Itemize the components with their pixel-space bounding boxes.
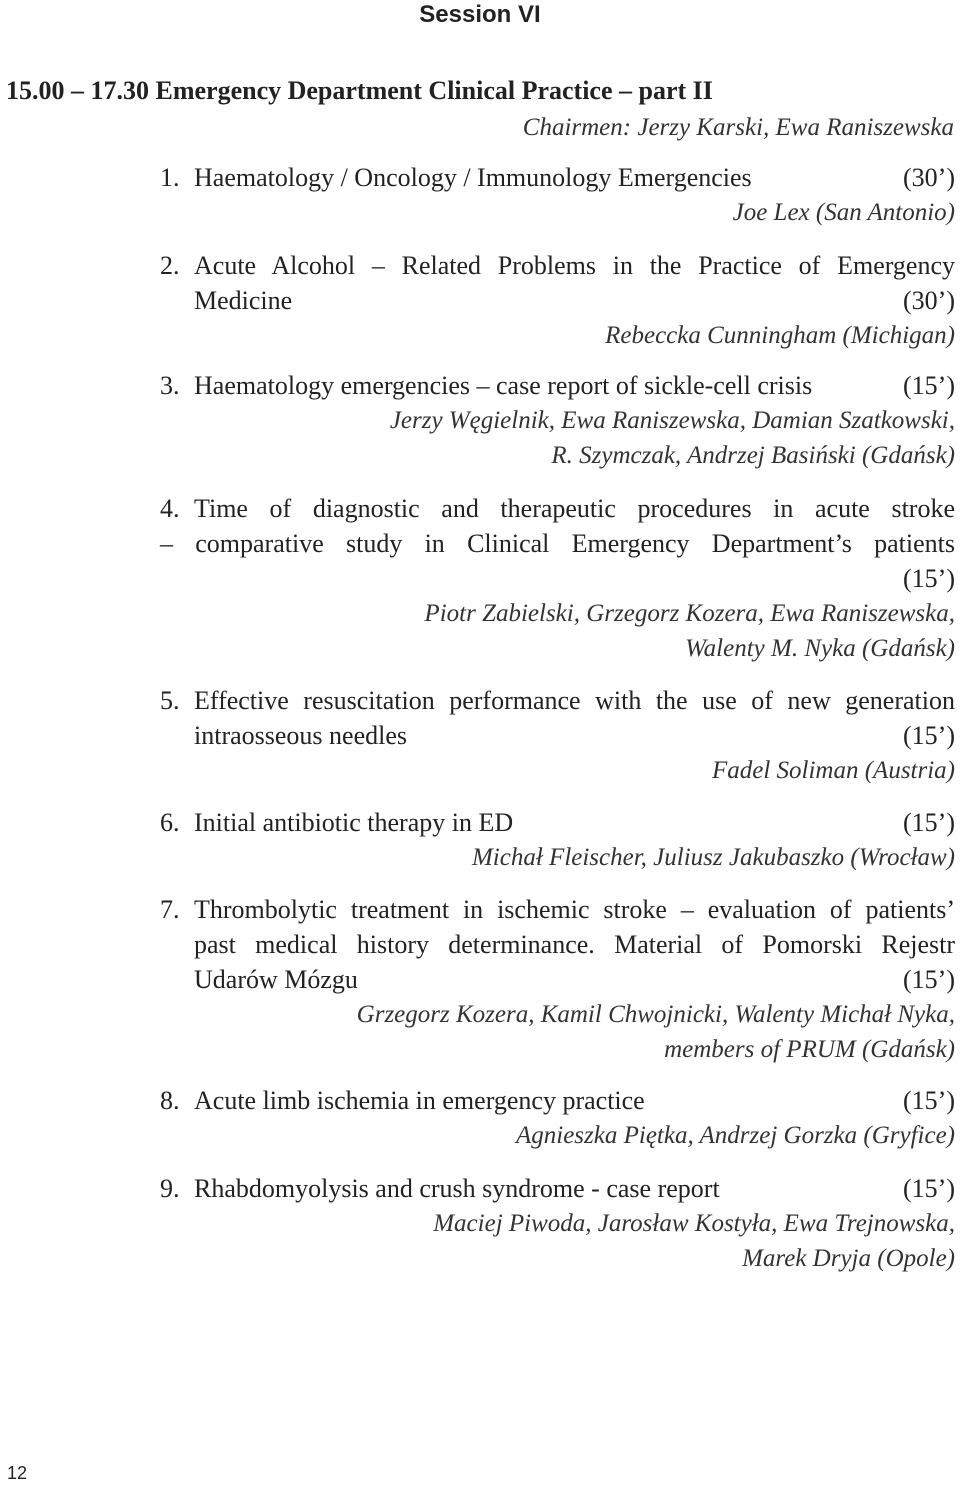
page-number: 12 [7,1463,28,1483]
item-duration: (15’) [903,1174,955,1203]
item-title-line: past medical history determinance. Material of Pomorski Rejestr [194,930,955,959]
item-title-line: Rhabdomyolysis and crush syndrome - case report [194,1174,720,1203]
item-authors: Marek Dryja (Opole) [742,1245,955,1272]
item-duration: (15’) [903,371,955,400]
item-authors: Fadel Soliman (Austria) [711,757,955,784]
item-title-line: Time of diagnostic and therapeutic procedures in acute stroke [194,494,955,523]
item-duration: (30’) [903,286,955,315]
item-title-line: Haematology / Oncology / Immunology Emergencies [194,163,752,192]
program-item-3 [160,368,955,473]
item-title-line: Acute limb ischemia in emergency practice [194,1086,645,1115]
item-title-line: Initial antibiotic therapy in ED [194,808,514,837]
item-authors: Joe Lex (San Antonio) [732,199,955,226]
item-duration: (15’) [903,564,955,593]
item-duration: (15’) [903,808,955,837]
item-number: 9. [160,1174,180,1203]
item-number: 8. [160,1086,180,1115]
item-duration: (15’) [903,1086,955,1115]
item-authors: Michał Fleischer, Juliusz Jakubaszko (Wrocław) [471,844,955,871]
item-title-line: Acute Alcohol – Related Problems in the Practice of Emergency [194,251,955,280]
item-number: 6. [160,808,180,837]
item-number: 7. [160,895,180,924]
item-number: 2. [160,251,180,280]
item-title-line: Udarów Mózgu [194,965,358,994]
item-duration: (15’) [903,965,955,994]
item-authors: Walenty M. Nyka (Gdańsk) [685,635,955,662]
chairmen: Chairmen: Jerzy Karski, Ewa Raniszewska [522,114,954,141]
item-number: 3. [160,371,180,400]
item-title-line: – comparative study in Clinical Emergency Department’s patients [160,529,955,558]
item-authors: R. Szymczak, Andrzej Basiński (Gdańsk) [551,442,955,469]
item-title-line: Thrombolytic treatment in ischemic stroke – evaluation of patients’ [194,895,955,924]
item-title-line: Medicine [194,286,293,315]
item-duration: (15’) [903,721,955,750]
program-item-9 [160,1171,955,1276]
program-item-7 [160,892,955,1067]
item-authors: Rebeccka Cunningham (Michigan) [605,322,955,349]
item-authors: members of PRUM (Gdańsk) [664,1036,955,1063]
item-title-line: intraosseous needles [194,721,408,750]
program-item-6 [160,805,955,875]
item-authors: Jerzy Węgielnik, Ewa Raniszewska, Damian Szatkowski, [389,407,955,434]
item-number: 1. [160,163,180,192]
program-item-4 [160,491,955,666]
item-title-line: Effective resuscitation performance with the use of new generation [194,686,955,715]
item-authors: Piotr Zabielski, Grzegorz Kozera, Ewa Raniszewska, [424,600,955,627]
item-authors: Agnieszka Piętka, Andrzej Gorzka (Gryfice) [515,1122,955,1149]
program-item-2 [160,248,955,353]
session-title: Session VI [419,1,541,28]
item-authors: Maciej Piwoda, Jarosław Kostyła, Ewa Trejnowska, [433,1210,955,1237]
item-title-line: Haematology emergencies – case report of sickle-cell crisis [194,371,813,400]
item-duration: (30’) [903,163,955,192]
program-item-8 [160,1083,955,1153]
program-item-1 [160,160,955,230]
program-item-5 [160,683,955,788]
item-number: 4. [160,494,180,523]
session-header: 15.00 – 17.30 Emergency Department Clinical Practice – part II [6,76,713,105]
item-authors: Grzegorz Kozera, Kamil Chwojnicki, Walenty Michał Nyka, [356,1001,955,1028]
item-number: 5. [160,686,180,715]
